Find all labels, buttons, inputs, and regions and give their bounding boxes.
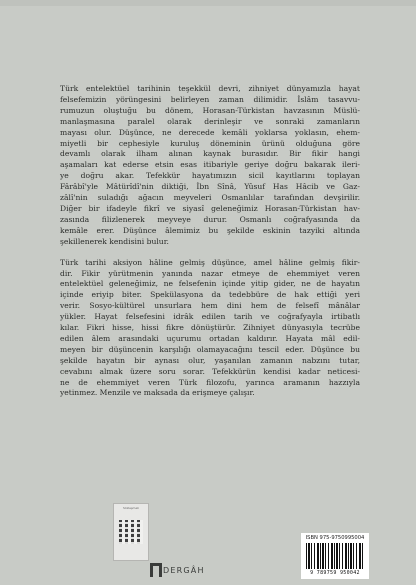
text-line: Türk entelektüel tarihinin teşekkül devri, zihniyet dünyamızla hayat — [60, 84, 360, 93]
text-line: verir. Sosyo-kültürel unsurlara hem dini hem de felsefî mânâlar — [60, 301, 360, 311]
text-line: rumuzun oluştuğu bu dönem, Horasan-Türkistan havzasının Müslü- — [60, 105, 360, 115]
text-line: manlaşmasına paralel olarak derinleşir ve sonraki zamanların — [60, 116, 360, 126]
text-line: kılar. Fikri hisse, hissi fikre dönüştürür. Zihniyet dünyasıyla tecrübe — [60, 323, 360, 333]
authentication-sticker — [113, 503, 149, 561]
blurb-paragraph-1 — [60, 84, 360, 248]
text-line: cevabını almak üzere soru sorar. Tefekkürün kendisi kadar neticesi- — [60, 366, 360, 376]
text-line: miyetli bir cephesiyle kuruluş döneminin ürünü olduğuna göre — [60, 138, 360, 148]
barcode-icon — [306, 543, 364, 569]
text-line: dir. Fikir yürütmenin yanında nazar etmeye de ehemmiyet veren — [60, 268, 360, 278]
text-line: yükler. Hayat felsefesini idrâk edilen tarih ve coğrafyayla irtibatlı — [60, 312, 360, 322]
blurb-paragraph-2 — [60, 258, 360, 400]
text-line: felsefemizin yörüngesini belirleyen zaman dilimidir. İslâm tasavvu- — [60, 94, 360, 104]
publisher-name: DERGÂH — [163, 566, 205, 575]
text-line: entelektüel geleneğimiz, ne felsefenin içinde yitip gider, ne de hayatın — [60, 279, 360, 289]
text-line: mayası olur. Düşünce, ne derecede kemâli yoklarsa yoklasın, ehem- — [60, 127, 360, 137]
text-line: ne de ehemmiyet veren Türk filozofu, yarınca aramanın hazzıyla — [60, 377, 360, 387]
blurb-text — [60, 84, 360, 409]
text-line: Fârâbî'yle Mâtürîdî'nin diktiği, İbn Sînâ, Yûsuf Has Hâcib ve Gaz- — [60, 182, 360, 192]
isbn-text: ISBN 975-9750995004 — [305, 535, 365, 541]
text-line: ye doğru akar. Tefekkür hayatımızın sicil kayıtlarını toplayan — [60, 171, 360, 181]
text-line: yetinmez. Menzile ve maksada da erişmeye çalışır. — [60, 388, 255, 398]
text-line: Diğer bir ifadeyle fikrî ve siyasî geleneğimiz Horasan-Türkistan hav- — [60, 203, 360, 213]
text-line: aşamaları kat ederse etsin esas itibariyle geriye doğru bakarak ileri- — [60, 160, 360, 170]
text-line: kemâle erer. Düşünce âlemimiz bu şekilde eskinin tazyiki altında — [60, 225, 360, 235]
text-line: meyen bir düşüncenin karşılığı olamayacağını tescil eder. Düşünce bu — [60, 344, 360, 354]
text-line: şekilde hayatın bir aynası olur, yaşanılan zamanın nabzını tutar, — [60, 355, 360, 365]
barcode-label — [301, 533, 369, 579]
text-line: içinde eriyip biter. Spekülasyona da tedebbüre de hak ettiği yeri — [60, 290, 360, 300]
text-line: edilen âlem arasındaki uçurumu ortadan kaldırır. Hayata mâl edil- — [60, 333, 360, 343]
text-line: devamlı olarak ilham alınan kaynak burasıdır. Bir fikir hangi — [60, 149, 360, 159]
text-line: zâlî'nin suladığı ağacın meyveleri Osmanlılar tarafından devşirilir. — [60, 193, 360, 203]
text-line: şekillenerek kendisini bulur. — [60, 236, 169, 246]
qr-code-icon — [119, 520, 143, 544]
publisher-logo-icon — [150, 563, 162, 577]
text-line: Türk tarihi aksiyon hâline gelmiş düşünce, amel hâline gelmiş fikir- — [60, 257, 360, 267]
text-line: zasında filizlenerek meyveye durur. Osmanlı coğrafyasında da — [60, 214, 360, 224]
barcode-digits: 9 789759 950042 — [310, 570, 360, 576]
sticker-text: Sözleşmeli — [123, 506, 139, 510]
